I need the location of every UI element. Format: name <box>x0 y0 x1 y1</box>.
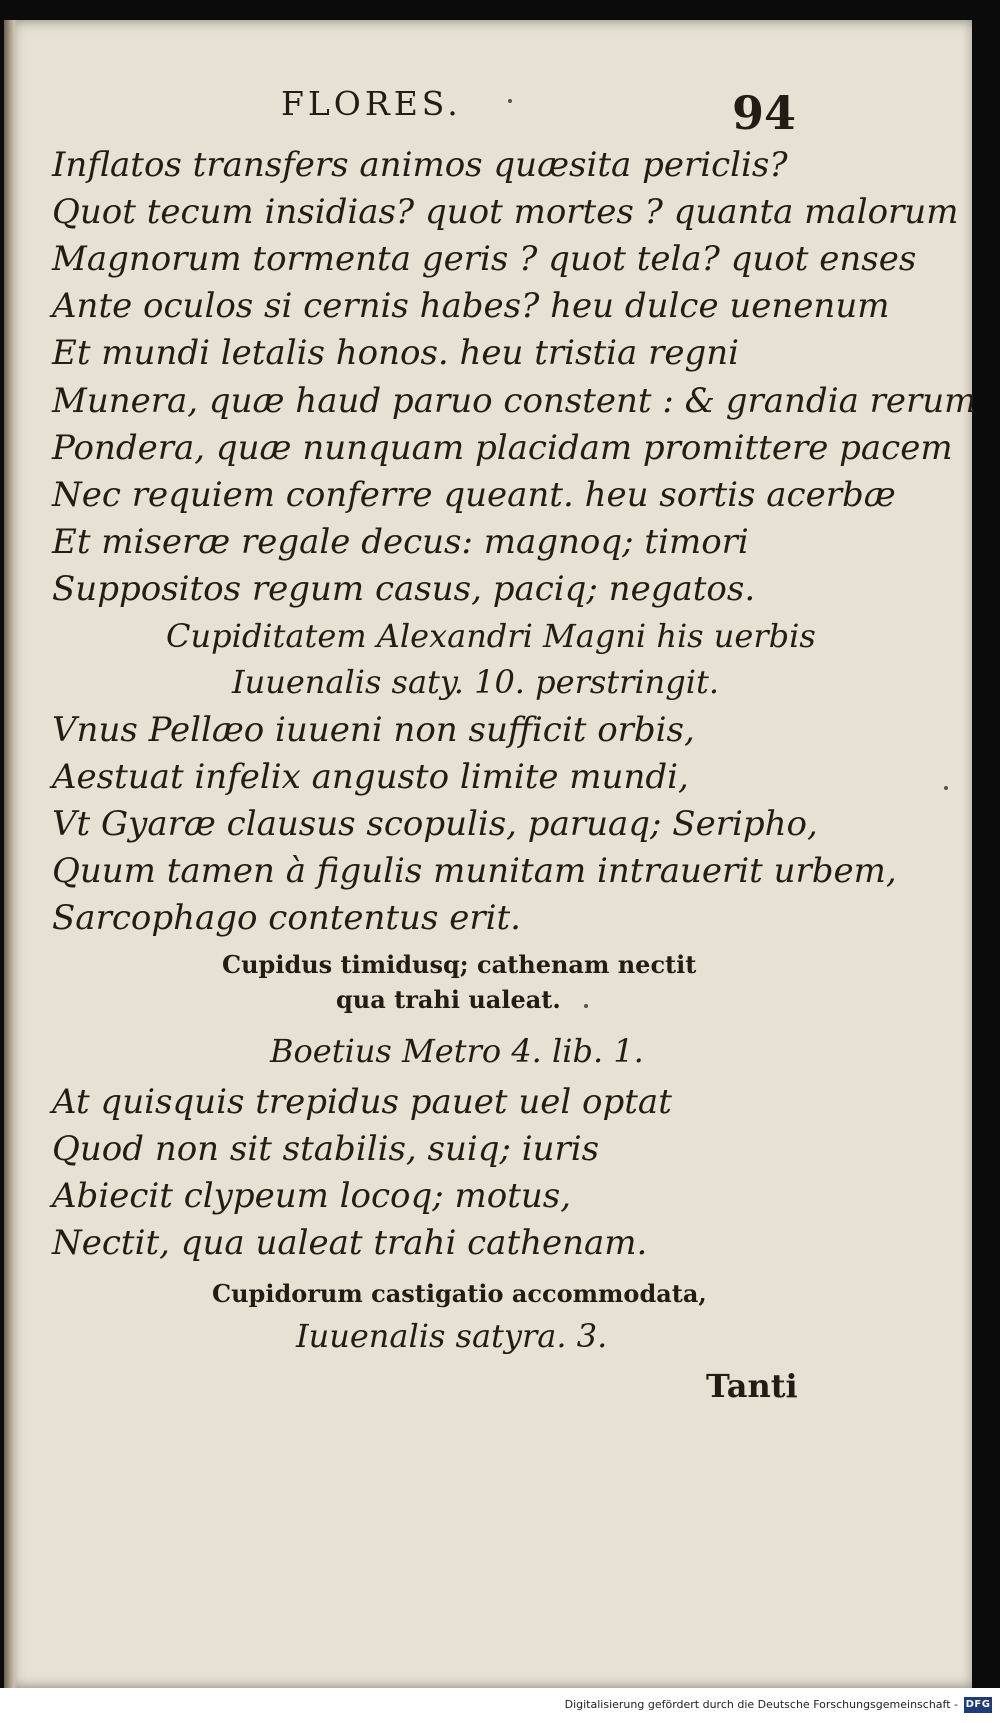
section-heading: Cupidorum castigatio accommodata, <box>212 1279 707 1308</box>
catchword: Tanti <box>706 1367 798 1405</box>
verse-line: Nec requiem conferre queant. heu sortis acerbæ <box>52 475 896 515</box>
section-heading: Boetius Metro 4. lib. 1. <box>270 1032 644 1070</box>
verse-line: Munera, quæ haud paruo constent : & grandia rerum <box>52 381 977 421</box>
verse-line: Magnorum tormenta geris ? quot tela? quot enses <box>52 239 917 279</box>
funding-notice: Digitalisierung gefördert durch die Deutsche Forschungsgemeinschaft - <box>564 1698 958 1711</box>
verse-line: Abiecit clypeum locoq; motus, <box>52 1176 572 1216</box>
section-heading: Iuuenalis saty. 10. perstringit. <box>232 663 720 701</box>
verse-line: Vnus Pellæo iuueni non sufficit orbis, <box>52 710 695 750</box>
page-number: 94 <box>732 86 797 140</box>
paper-speck <box>944 786 948 790</box>
verse-line: Sarcophago contentus erit. <box>52 898 521 938</box>
verse-line: Et miseræ regale decus: magnoq; timori <box>52 522 749 562</box>
dfg-logo-icon: DFG <box>964 1697 992 1713</box>
verse-line: Aestuat infelix angusto limite mundi, <box>52 757 689 797</box>
verse-line: Pondera, quæ nunquam placidam promittere pacem <box>52 428 953 468</box>
running-title: FLORES. <box>281 84 462 123</box>
verse-line: Ante oculos si cernis habes? heu dulce uenenum <box>52 286 890 326</box>
section-heading: Cupiditatem Alexandri Magni his uerbis <box>166 617 816 655</box>
verse-line: Suppositos regum casus, paciq; negatos. <box>52 569 756 609</box>
verse-line: Quot tecum insidias? quot mortes ? quanta malorum <box>52 192 959 232</box>
paper-speck <box>508 99 512 103</box>
verse-line: Inflatos transfers animos quæsita periclis? <box>52 145 788 185</box>
verse-line: Nectit, qua ualeat trahi cathenam. <box>52 1223 648 1263</box>
section-heading: Cupidus timidusq; cathenam nectit <box>222 950 697 979</box>
verse-line: Quum tamen à figulis munitam intrauerit urbem, <box>52 851 897 891</box>
verse-line: At quisquis trepidus pauet uel optat <box>52 1082 672 1122</box>
page-gutter-shadow <box>4 20 18 1688</box>
section-heading: qua trahi ualeat. <box>336 985 561 1014</box>
paper-speck <box>584 1004 588 1008</box>
verse-line: Quod non sit stabilis, suiq; iuris <box>52 1129 600 1169</box>
verse-line: Et mundi letalis honos. heu tristia regni <box>52 333 739 373</box>
section-heading: Iuuenalis satyra. 3. <box>296 1317 608 1355</box>
verse-line: Vt Gyaræ clausus scopulis, paruaq; Seripho, <box>52 804 818 844</box>
